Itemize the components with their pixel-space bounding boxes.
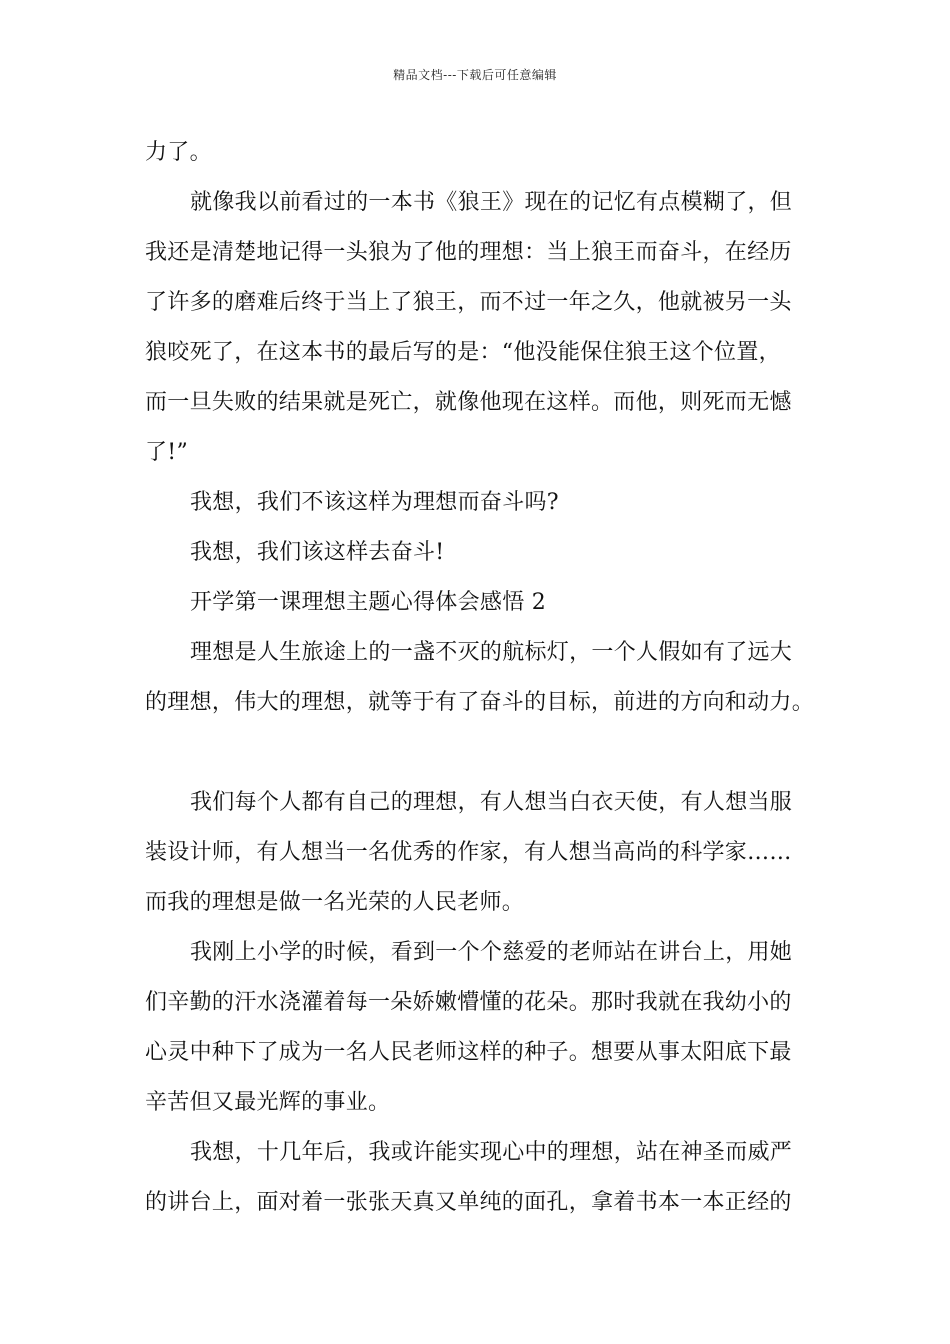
text-line: 装设计师，有人想当一名优秀的作家，有人想当高尚的科学家…… (145, 840, 792, 865)
text-line: 了许多的磨难后终于当上了狼王，而不过一年之久，他就被另一头 (145, 290, 792, 315)
text-line: 而一旦失败的结果就是死亡，就像他现在这样。而他，则死而无憾 (145, 390, 792, 415)
text-line: 我刚上小学的时候，看到一个个慈爱的老师站在讲台上，用她 (190, 940, 793, 965)
text-line: 我们每个人都有自己的理想，有人想当白衣天使，有人想当服 (190, 790, 793, 815)
text-line: 了!” (145, 440, 188, 465)
text-line: 的理想，伟大的理想，就等于有了奋斗的目标，前进的方向和动力。 (145, 690, 815, 715)
text-line: 心灵中种下了成为一名人民老师这样的种子。想要从事太阳底下最 (145, 1040, 792, 1065)
text-line: 我想，我们该这样去奋斗! (190, 540, 445, 565)
page-header: 精品文档---下载后可任意编辑 (393, 68, 557, 82)
text-line: 力了。 (145, 140, 212, 165)
text-line: 理想是人生旅途上的一盏不灭的航标灯，一个人假如有了远大 (190, 640, 793, 665)
text-line: 们辛勤的汗水浇灌着每一朵娇嫩懵懂的花朵。那时我就在我幼小的 (145, 990, 792, 1015)
text-line: 我想，十几年后，我或许能实现心中的理想，站在神圣而威严 (190, 1140, 793, 1165)
text-line: 我想，我们不该这样为理想而奋斗吗? (190, 490, 559, 515)
section-title: 开学第一课理想主题心得体会感悟 2 (190, 590, 547, 615)
text-line: 就像我以前看过的一本书《狼王》现在的记忆有点模糊了，但 (190, 190, 793, 215)
text-line: 的讲台上，面对着一张张天真又单纯的面孔，拿着书本一本正经的 (145, 1190, 792, 1215)
text-line: 辛苦但又最光辉的事业。 (145, 1090, 391, 1115)
paragraph-gap (145, 728, 815, 778)
text-line: 而我的理想是做一名光荣的人民老师。 (145, 890, 525, 915)
document-body (145, 128, 815, 1228)
text-line: 狼咬死了，在这本书的最后写的是：“他没能保住狼王这个位置， (145, 340, 781, 365)
text-line: 我还是清楚地记得一头狼为了他的理想：当上狼王而奋斗，在经历 (145, 240, 792, 265)
